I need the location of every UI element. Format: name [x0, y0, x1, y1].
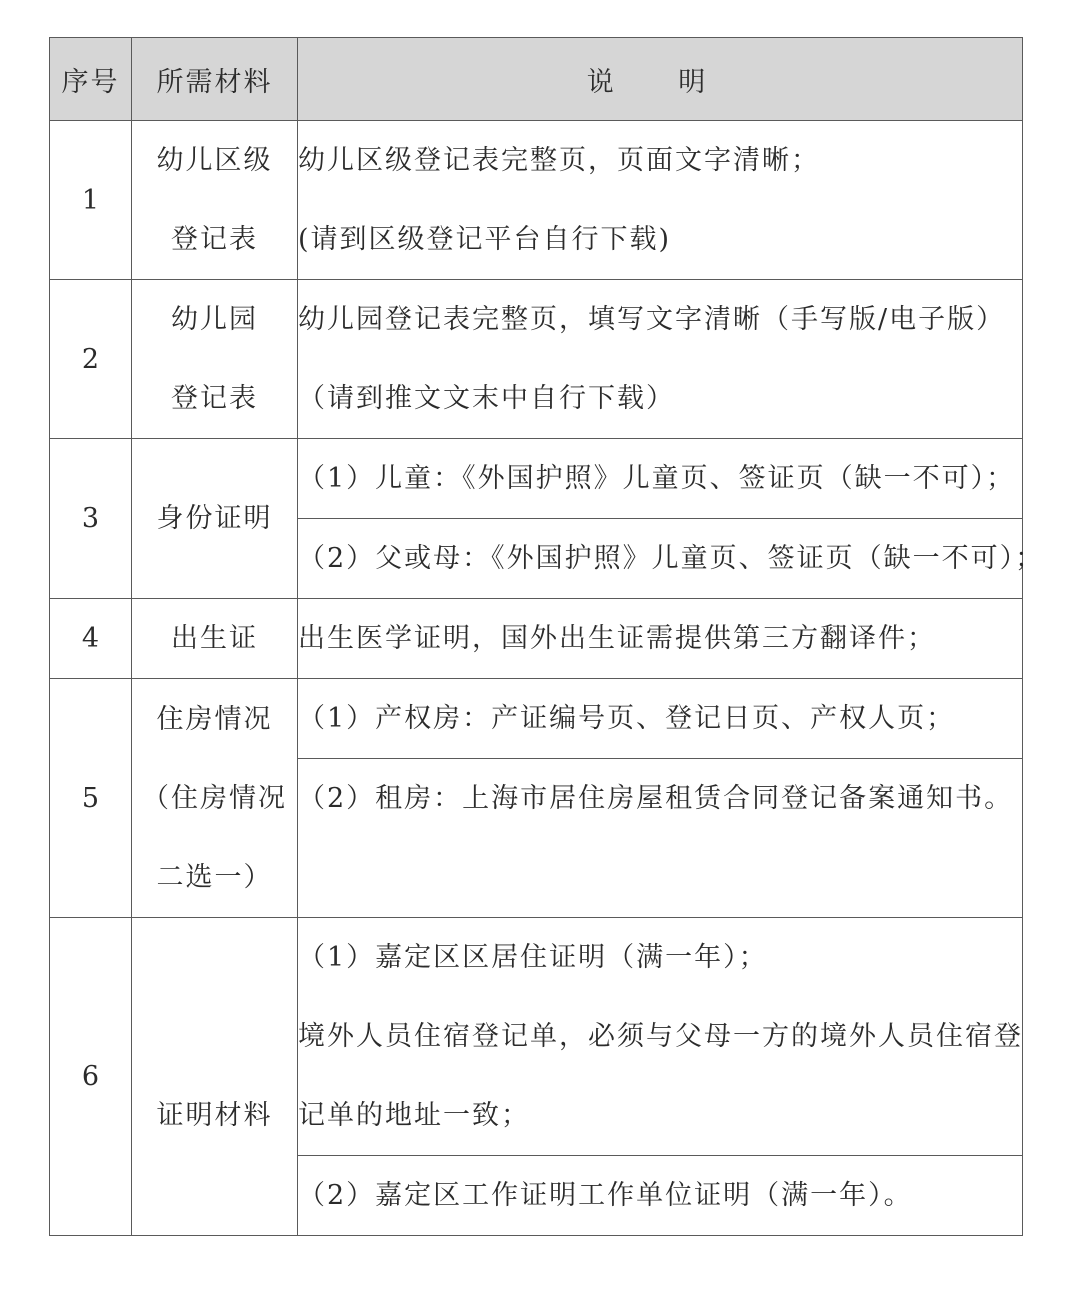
desc-line: (请到区级登记平台自行下载) — [298, 224, 672, 255]
table-row — [50, 121, 1023, 280]
table-header-row — [50, 38, 1023, 121]
desc-cell: 出生医学证明，国外出生证需提供第三方翻译件； — [298, 599, 1023, 679]
material-cell: 出生证 — [132, 599, 298, 679]
material-line: （住房情况 — [142, 782, 287, 814]
row-number: 5 — [50, 679, 132, 918]
material-cell — [132, 918, 298, 1236]
row-number: 3 — [50, 439, 132, 599]
desc-cell: （1）产权房：产证编号页、登记日页、产权人页； — [298, 679, 1023, 759]
material-line: 幼儿区级 — [156, 145, 273, 176]
material-line: 证明材料 — [156, 1100, 273, 1131]
table-row — [50, 280, 1023, 439]
desc-line: （1）嘉定区区居住证明（满一年）； — [298, 942, 768, 973]
row-number: 2 — [50, 280, 132, 439]
header-material: 所需材料 — [132, 38, 298, 121]
material-cell — [132, 439, 298, 599]
row-number: 6 — [50, 918, 132, 1236]
header-no: 序号 — [50, 38, 132, 121]
materials-table — [49, 37, 1045, 1236]
table-row — [50, 679, 1023, 759]
desc-line: （请到推文文末中自行下载） — [298, 383, 675, 414]
material-line: 身份证明 — [156, 503, 273, 534]
desc-cell: （2）父或母：《外国护照》儿童页、签证页（缺一不可）； — [298, 519, 1023, 599]
material-line: 幼儿园 — [171, 304, 258, 335]
desc-cell — [298, 280, 1023, 439]
desc-cell — [298, 121, 1023, 280]
material-line: 登记表 — [171, 224, 258, 255]
row-number: 1 — [50, 121, 132, 280]
header-desc: 说 明 — [298, 38, 1023, 121]
desc-cell: （2）租房：上海市居住房屋租赁合同登记备案通知书。 — [298, 759, 1023, 918]
material-line: 住房情况 — [156, 703, 273, 735]
material-cell — [132, 121, 298, 280]
desc-cell — [298, 918, 1023, 1156]
table-row — [50, 439, 1023, 519]
material-cell — [132, 280, 298, 439]
material-line: 二选一） — [156, 861, 273, 893]
table-row — [50, 918, 1023, 1156]
desc-cell: （1）儿童：《外国护照》儿童页、签证页（缺一不可）； — [298, 439, 1023, 519]
desc-cell: （2）嘉定区工作证明工作单位证明（满一年）。 — [298, 1156, 1023, 1236]
material-line: 登记表 — [171, 383, 258, 414]
desc-line: 记单的地址一致； — [298, 1100, 530, 1131]
desc-line: 境外人员住宿登记单，必须与父母一方的境外人员住宿登 — [298, 1021, 1023, 1052]
table-row — [50, 599, 1023, 679]
desc-line: 幼儿区级登记表完整页，页面文字清晰； — [298, 145, 820, 176]
desc-line: 幼儿园登记表完整页，填写文字清晰（手写版/电子版） — [298, 304, 1006, 335]
material-cell — [132, 679, 298, 918]
row-number: 4 — [50, 599, 132, 679]
